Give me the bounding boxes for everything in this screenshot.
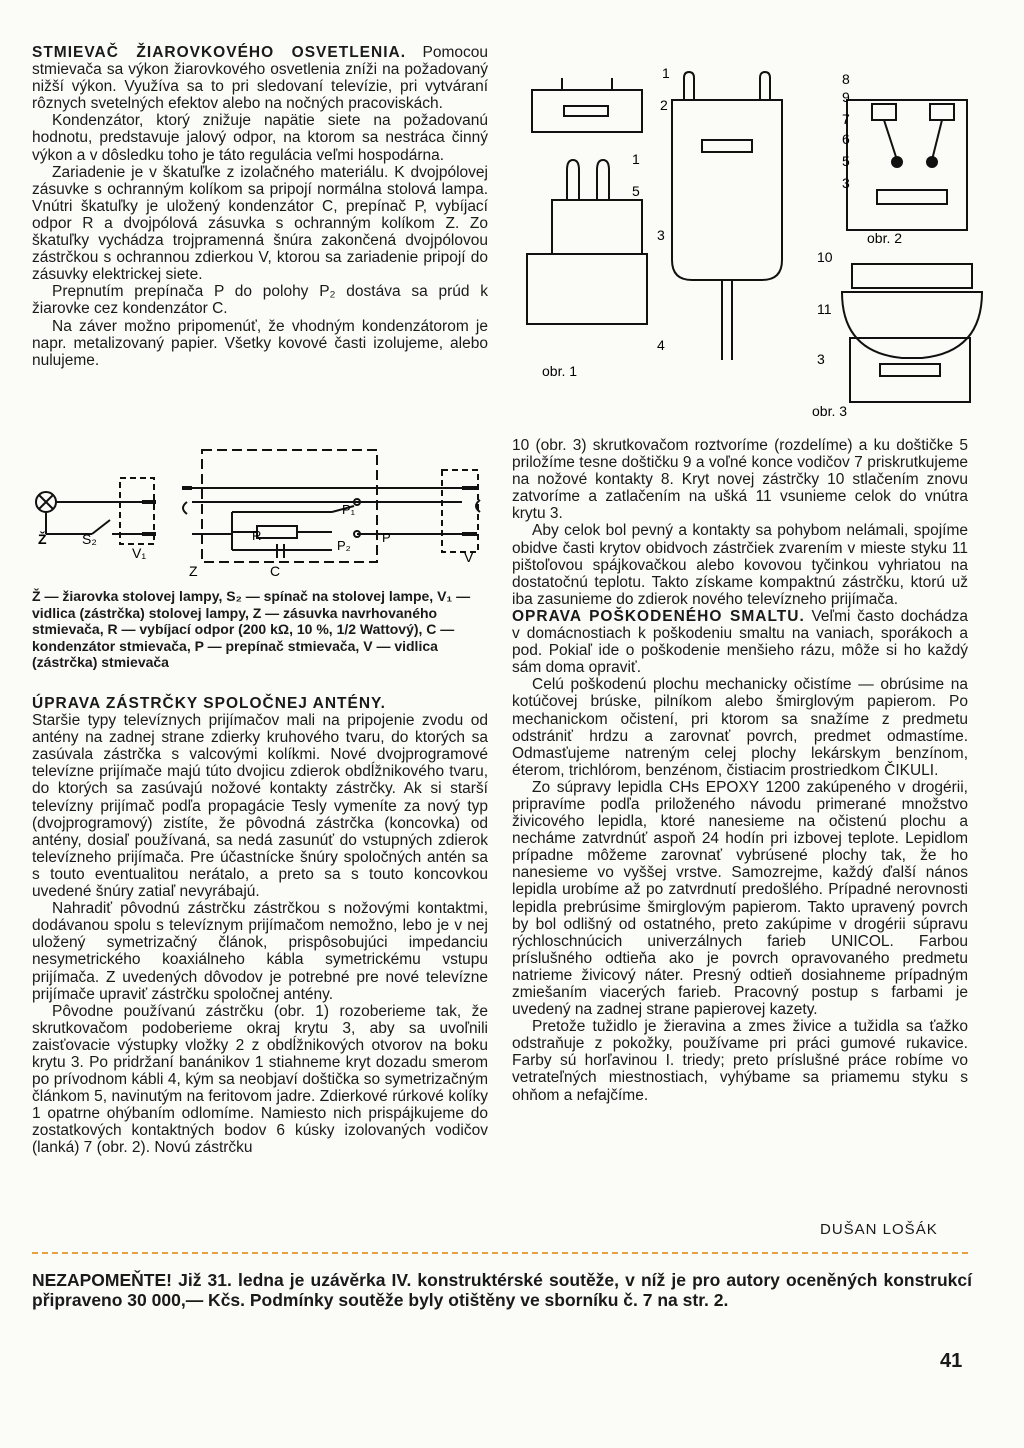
paragraph: Zariadenie je v škatuľke z izolačného materiálu. K dvojpólovej zásuvke s ochranným kolíkom sa pripojí normálna stolová lampa. Vnútri škatuľky je uložený kondenzátor C, prepínač P, vybíjací odpor R a dvojpólová zásuvka s ochranným kolíkom Z. Zo škatuľky vychádza trojpramenná šnúra zakončená dvojpólovou zástrčkou s ochrannou zdierkou V, ktorou sa zariadenie pripojí do zásuvky elektrickej siete. <box>32 163 488 284</box>
label-5b: 5 <box>842 153 850 169</box>
label-3b: 3 <box>842 175 850 191</box>
label-s2: S₂ <box>82 531 97 547</box>
paragraph: Prepnutím prepínača P do polohy P₂ dostáva sa prúd k žiarovke cez kondenzátor C. <box>32 283 488 318</box>
label-3a: 3 <box>657 227 665 243</box>
label-5a: 5 <box>632 183 640 199</box>
figure-3-caption: obr. 3 <box>812 403 848 419</box>
label-p1: P₁ <box>342 502 356 517</box>
circuit-schematic <box>32 440 492 580</box>
plug-figures <box>512 60 972 430</box>
divider <box>32 1252 968 1254</box>
label-2a: 2 <box>660 97 668 113</box>
paragraph: Celú poškodenú plochu mechanicky očistíme — obrúsime na kotúčovej brúske, pilníkom alebo šmirglovým papierom. Po mechanickom očistení, pri ktorom sa snažíme z predmetu odstrániť hrdzu a zarovnať povrch, predmet odmastíme. Odmasťujeme natreným celej plochy lekárskym benzínom, éterom, trichlórom, benzénom, čistiacim prostriedkom ČIKULI. <box>512 676 968 779</box>
figure-2-caption: obr. 2 <box>867 230 903 246</box>
paragraph: Kondenzátor, ktorý znižuje napätie siete na požadovanú hodnotu, predstavuje jalový odpor, na ktorom sa nestráca činný výkon a v dôsledku toho je táto regulácia veľmi hospodárna. <box>32 112 488 164</box>
paragraph: Na záver možno pripomenúť, že vhodným kondenzátorom je napr. metalizovaný papier. Všetky kovové časti izolujeme, alebo nulujeme. <box>32 317 488 369</box>
label-v: V <box>464 549 474 565</box>
article-uprava-zastrcky <box>32 695 488 1157</box>
label-p2: P₂ <box>337 538 351 553</box>
paragraph: Staršie typy televíznych prijímačov mali na pripojenie zvodu od antény na zadnej strane zdierky kruhového tvaru, do ktorých sa zasúvala zástrčka s valcovými kolíkmi. Nové dvojprogramové televízne prijímače majú túto dvojicu zdierok obdĺžnikového tvaru, do ktorých sa zasúvajú nožové kontakty zástrčky. Ak si starší televízny prijímač podľa propagácie Tesly vymeníte za nový typ (dvojprogramový) zistíte, že pôvodná zástrčka (koncovka) od antény, dosiaľ používaná, sa nedá zasunúť do vstupných zdierok televízneho prijímača. Pre účastnícke šnúry spoločných antén sa s touto eventualitou nerátalo, a preto sa s touto koncovkou uvedené šnúry zatiaľ nevyrábajú. <box>32 712 488 901</box>
notice-box: NEZAPOMEŇTE! Již 31. ledna je uzávěrka IV. konstruktérské soutěže, v níž je pro autory oceněných konstrukcí připraveno 30 000,— Kčs. Podmínky soutěže byly otištěny ve sborníku č. 7 na str. 2. <box>32 1270 972 1310</box>
label-1a: 1 <box>662 65 670 81</box>
label-8: 8 <box>842 71 850 87</box>
paragraph: Pomocou stmievača sa výkon žiarovkového osvetlenia zníži na požadovaný nižší výkon. Využíva sa to pri sledovaní televízie, pri vytváraní rôznych svetelných efektov alebo na nočných pracoviskách. <box>32 44 488 113</box>
paragraph: Veľmi často dochádza v domácnostiach k poškodeniu smaltu na vaniach, sporákoch a pod. Pokiaľ ide o poškodenie menšieho rázu, môže si ho každý sám doma opraviť. <box>512 607 969 677</box>
schematic-caption: Ž — žiarovka stolovej lampy, S₂ — spínač na stolovej lampe, V₁ — vidlica (zástrčka) stolovej lampy, Z — zásuvka navrhovaného stmievača, R — vybíjací odpor (200 kΩ, 10 %, 1/2 Wattový), C — kondenzátor stmievača, P — prepínač stmievača, V — vidlica (zástrčka) stmievača <box>32 588 471 670</box>
paragraph: Nahradiť pôvodnú zástrčku zástrčkou s nožovými kontaktmi, dodávanou spolu s televíznym prijímačom nemožno, lebo je v nej uložený symetrizačný článok, prispôsobujúci impedanciu nesymetrického koaxiálneho kábla symetrickému vstupu prijímača. Z uvedených dôvodov je potrebné pre nové televízne prijímače upraviť zástrčku spoločnej antény. <box>32 900 488 1003</box>
label-c: C <box>270 563 281 579</box>
heading-uprava: ÚPRAVA ZÁSTRČKY SPOLOČNEJ ANTÉNY. <box>32 695 386 712</box>
label-6: 6 <box>842 131 850 147</box>
label-3c: 3 <box>817 351 825 367</box>
paragraph: Pretože tužidlo je žieravina a zmes živice a tužidla sa ťažko odstraňuje z pokožky, používame pri práci gumové rukavice. Farby sú horľavinou I. triedy; preto príslušné práce robíme vo vetrateľných miestnostiach, vyhýbame sa priamemu styku s ohňom a nefajčíme. <box>512 1018 968 1104</box>
label-10: 10 <box>817 249 833 265</box>
paragraph: Pôvodne používanú zástrčku (obr. 1) rozoberieme tak, že skrutkovačom podoberieme okraj krytu 3, aby sa uvoľnili zaisťovacie výstupky vložky 2 z obdĺžnikových otvorov na boku krytu 3. Po pridržaní banánikov 1 stiahneme kryt dozadu smerom po prívodnom kábli 4, kým sa neobjaví doštička so symetrizačným článkom 5, navinutým na feritovom jadre. Zdierkové rúrkové kolíky 1 opatrne ohýbaním odlomíme. Namiesto nich prispájkujeme do zostatkových kontaktných bodov 6 kúsky izolovaných vodičov (lanká) 7 (obr. 2). Novú zástrčku <box>32 1002 488 1157</box>
label-r: R <box>252 528 262 543</box>
label-z: Z <box>189 563 198 579</box>
paragraph: Zo súpravy lepidla CHs EPOXY 1200 zakúpeného v drogérii, pripravíme podľa priloženého návodu primerané množstvo živicového lepidla, ktoré nanesieme na očistenú plochu a necháme zatvrdnúť aspoň 24 hodín pri izbovej teplote. Lepidlom prípadne môžeme zarovnať vybrúsené plochy tak, že ho nanesieme vo vyššej vrstve. Samozrejme, každý ďalší nános lepidla urobíme až po zatvrdnutí predošlého. Prípadné nerovnosti lepidla prebrúsime šmirglovým papierom. Takto upravený povrch by bol odlišný od ostatného, preto zakúpime v drogérii súpravu rýchloschnúcich univerzálnych farieb UNICOL. Farbou príslušného odtieňa ako je povrch opravovaného predmetu natrieme živicový náter. Presný odtieň dosiahneme prípadným zmiešaním viacerých farieb. Pracovný postup s farbami je uvedený na zadnej strane papierovej kazety. <box>512 778 968 1019</box>
label-4a: 4 <box>657 337 665 353</box>
label-v1: V₁ <box>132 545 147 561</box>
label-7: 7 <box>842 111 850 127</box>
resistor-r <box>257 526 297 538</box>
page-number: 41 <box>940 1350 963 1372</box>
label-1b: 1 <box>632 151 640 167</box>
figure-1-caption: obr. 1 <box>542 363 578 379</box>
heading-stmievac: STMIEVAČ ŽIAROVKOVÉHO OSVETLENIA. <box>32 44 407 61</box>
label-z-hacek: Ž <box>38 531 47 547</box>
label-9: 9 <box>842 89 850 105</box>
article-right-column <box>512 437 968 1104</box>
paragraph: Aby celok bol pevný a kontakty sa pohybom nelámali, spojíme obidve časti krytov obidvoch zástrčiek zvarením v mieste styku 11 pištoľovou spájkovačkou alebo kovovou tyčinkou vyhriatou na dostatočnú teplotu. Takto získame kompaktnú zástrčku, ktorú už iba zasunieme do zdierok nového televízneho prijímača. <box>512 522 968 608</box>
label-11: 11 <box>817 301 832 317</box>
article-stmievac <box>32 44 488 369</box>
paragraph: 10 (obr. 3) skrutkovačom roztvoríme (rozdelíme) a ku doštičke 5 priložíme tesne doštičku 9 a voľné konce vodičov 7 priskrutkujeme na nožové kontakty 8. Kryt novej zástrčky 10 stlačením znovu zatvoríme a zatlačením na ušká 11 vsunieme celok do vnútra krytu 3. <box>512 437 968 523</box>
label-p: P <box>382 530 391 545</box>
author-name: DUŠAN LOŠÁK <box>820 1221 938 1238</box>
heading-smalt: OPRAVA POŠKODENÉHO SMALTU. <box>512 607 805 625</box>
